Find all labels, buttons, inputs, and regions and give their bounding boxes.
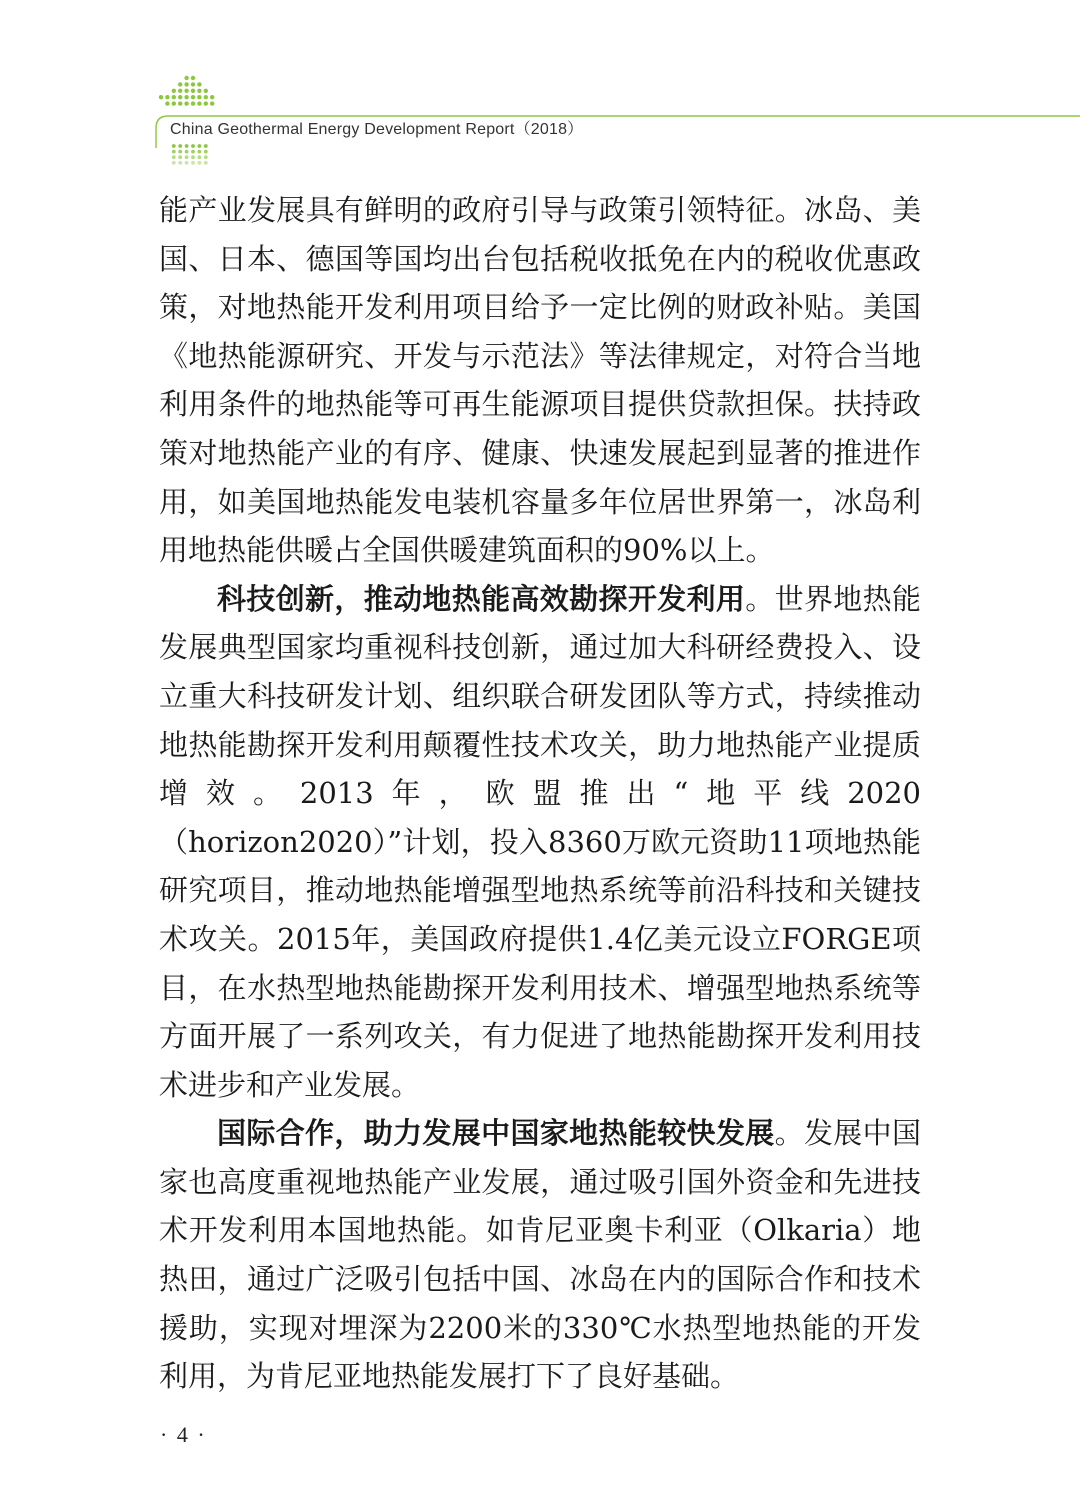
logo-dot [204,161,208,165]
logo-dot [178,95,182,99]
logo-dot [191,101,195,105]
logo-dot [198,161,202,165]
logo-dot [178,161,182,165]
paragraph-tech-innovation [159,575,921,1110]
logo-dot [210,95,214,99]
paragraph-heading-tech-innovation: 科技创新，推动地热能高效勘探开发利用 [217,581,746,616]
logo-dot [204,89,208,93]
logo-dot [191,82,195,86]
logo-dot [210,101,214,105]
logo-dot [198,155,202,159]
logo-dot [172,89,176,93]
logo-dot [197,101,201,105]
logo-dot [178,155,182,159]
paragraph-body-international-cooperation: 。发展中国家也高度重视地热能产业发展，通过吸引国外资金和先进技术开发利用本国地热能。如肯尼亚奥卡利亚（Olkaria）地热田，通过广泛吸引包括中国、冰岛在内的国际合作和技术援助，实现对埋深为2200米的330℃水热型地热能的开发利用，为肯尼亚地热能发展打下了良好基础。 [159,1116,921,1394]
logo-dot [172,155,176,159]
paragraph-body-tech-innovation: 。世界地热能发展典型国家均重视科技创新，通过加大科研经费投入、设立重大科技研发计划、组织联合研发团队等方式，持续推动地热能勘探开发利用颠覆性技术攻关，助力地热能产业提质增效。2013年，欧盟推出“地平线2020（horizon2020）”计划，投入8360万欧元资助11项地热能研究项目，推动地热能增强型地热系统等前沿科技和关键技术攻关。2015年，美国政府提供1.4亿美元设立FORGE项目，在水热型地热能勘探开发利用技术、增强型地热系统等方面开展了一系列攻关，有力促进了地热能勘探开发利用技术进步和产业发展。 [159,581,921,1102]
logo-dot [184,101,188,105]
logo-dot [172,95,176,99]
paragraph-heading-international-cooperation: 国际合作，助力发展中国家地热能较快发展 [217,1116,775,1151]
running-header-title: China Geothermal Energy Development Report（2018） [170,121,584,138]
logo-dot [185,161,189,165]
logo-dot [165,101,169,105]
logo-dot [204,101,208,105]
logo-dot [178,101,182,105]
logo-dot [184,95,188,99]
logo-dot [178,82,182,86]
logo-dot [204,95,208,99]
logo-dot [184,82,188,86]
logo-dot [172,161,176,165]
logo-dot [184,76,188,80]
logo-dot [191,95,195,99]
logo-dot [197,82,201,86]
logo-dot [159,95,163,99]
logo-dot [191,161,195,165]
paragraph-policy: 能产业发展具有鲜明的政府引导与政策引领特征。冰岛、美国、日本、德国等国均出台包括税收抵免在内的税收优惠政策，对地热能开发利用项目给予一定比例的财政补贴。美国《地热能源研究、开发与示范法》等法律规定，对符合当地利用条件的地热能等可再生能源项目提供贷款担保。扶持政策对地热能产业的有序、健康、快速发展起到显著的推进作用，如美国地热能发电装机容量多年位居世界第一，冰岛利用地热能供暖占全国供暖建筑面积的90%以上。 [159,193,921,568]
logo-dot [185,155,189,159]
logo-dot [184,89,188,93]
logo-dot [197,89,201,93]
logo-dot [204,155,208,159]
logo-dot [165,95,169,99]
logo-dot [191,155,195,159]
logo-dot [178,89,182,93]
logo-dot [191,76,195,80]
paragraph-international-cooperation [159,1109,921,1401]
body-text [159,186,921,1401]
logo-dot [197,95,201,99]
page-number: · 4 · [160,1422,207,1447]
logo-dot [172,101,176,105]
logo-dot [191,89,195,93]
